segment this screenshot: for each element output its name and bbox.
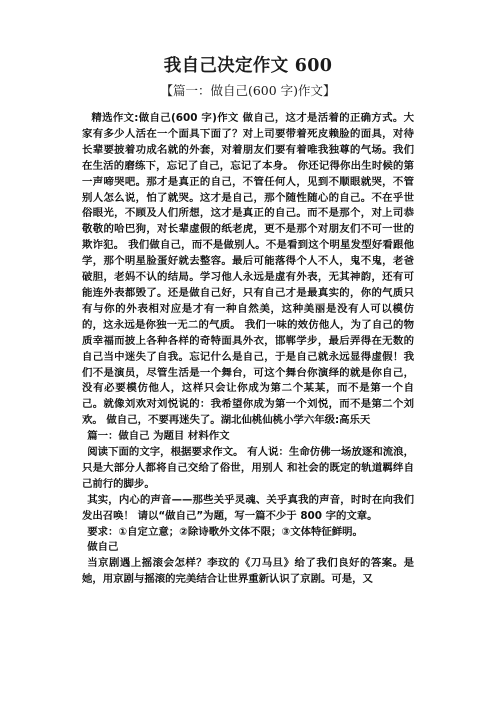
essay-title: 做自己 (87, 541, 119, 554)
body-paragraph-5: 当京剧遇上摇滚会怎样？李玟的《刀马旦》给了我们良好的答案。是她，用京剧与摇滚的完美结合让世界重新认识了京剧。可是，又 (82, 557, 414, 586)
body-paragraph-2: 阅读下面的文字，根据要求作文。 有人说：生命仿佛一场放逐和流浪，只是大部分人都将自己交给了俗世，用别人 和社会的既定的轨道羁绊自己前行的脚步。 (82, 446, 414, 490)
document-body (82, 111, 414, 588)
section-heading: 篇一：做自己 为题目 材料作文 (87, 430, 230, 443)
document-subtitle: 【篇一：做自己(600 字)作文】 (160, 83, 336, 98)
body-paragraph-1: 精选作文:做自己(600 字)作文 做自己，这才是活着的正确方式。大家有多少人活在一个面具下面了？对上司要带着死皮赖脸的面具，对待长辈要披着功成名就的外套，对着朋友们要有着唯我独尊的气场。我们在生活的磨练下，忘记了自己，忘记了本身。 你还记得你出生时候的第一声啼哭吧。那才是真正的自己，不管任何人，见到不顺眼就哭，不管别人怎么说，怕了就哭。这才是自己，那个随性随心的自己。不在乎世俗眼光，不顾及人们所想，这才是真正的自己。而不是那个，对上司恭敬敬的哈巴狗，对长辈虚假的纸老虎，更不是那个对朋友们不可一世的欺诈犯。 我们做自己，而不是做别人。不是看到这个明星发型好看跟他学，那个明星脸蛋好就去整容。最后可能落得个人不人，鬼不鬼，老爸破胆，老妈不认的结局。学习他人永远是虚有外表，无其神韵，还有可能连外表都毁了。还是做自己好，只有自己才是最真实的，你的气质只有与你的外表相对应是才有一种自然美，这种美丽是没有人可以模仿的，这永远是你独一无二的气质。 我们一味的效仿他人，为了自己的物质幸福而披上各种各样的奇特面具外衣，邯郸学步，最后弄得在无数的自己当中迷失了自我。忘记什么是自己，于是自己就永远显得虚假！我们不是演员，尽管生活是一个舞台，可这个舞台你演绎的就是你自己，没有必要模仿他人，这样只会让你成为第二个某某，而不是第一个自己。就像刘欢对刘悦说的：我希望你成为第一个刘悦，而不是第二个刘欢。 做自己，不要再迷失了。湖北仙桃仙桃小学六年级:高乐天 (82, 112, 414, 427)
body-paragraph-3: 其实，内心的声音——那些关乎灵魂、关乎真我的声音，时时在向我们发出召唤！ 请以“做自己”为题，写一篇不少于 800 字的文章。 (82, 493, 414, 522)
document-title: 我自己决定作文 600 (163, 56, 333, 76)
body-paragraph-4: 要求：①自定立意；②除诗歌外文体不限；③文体特征鲜明。 (87, 525, 363, 538)
